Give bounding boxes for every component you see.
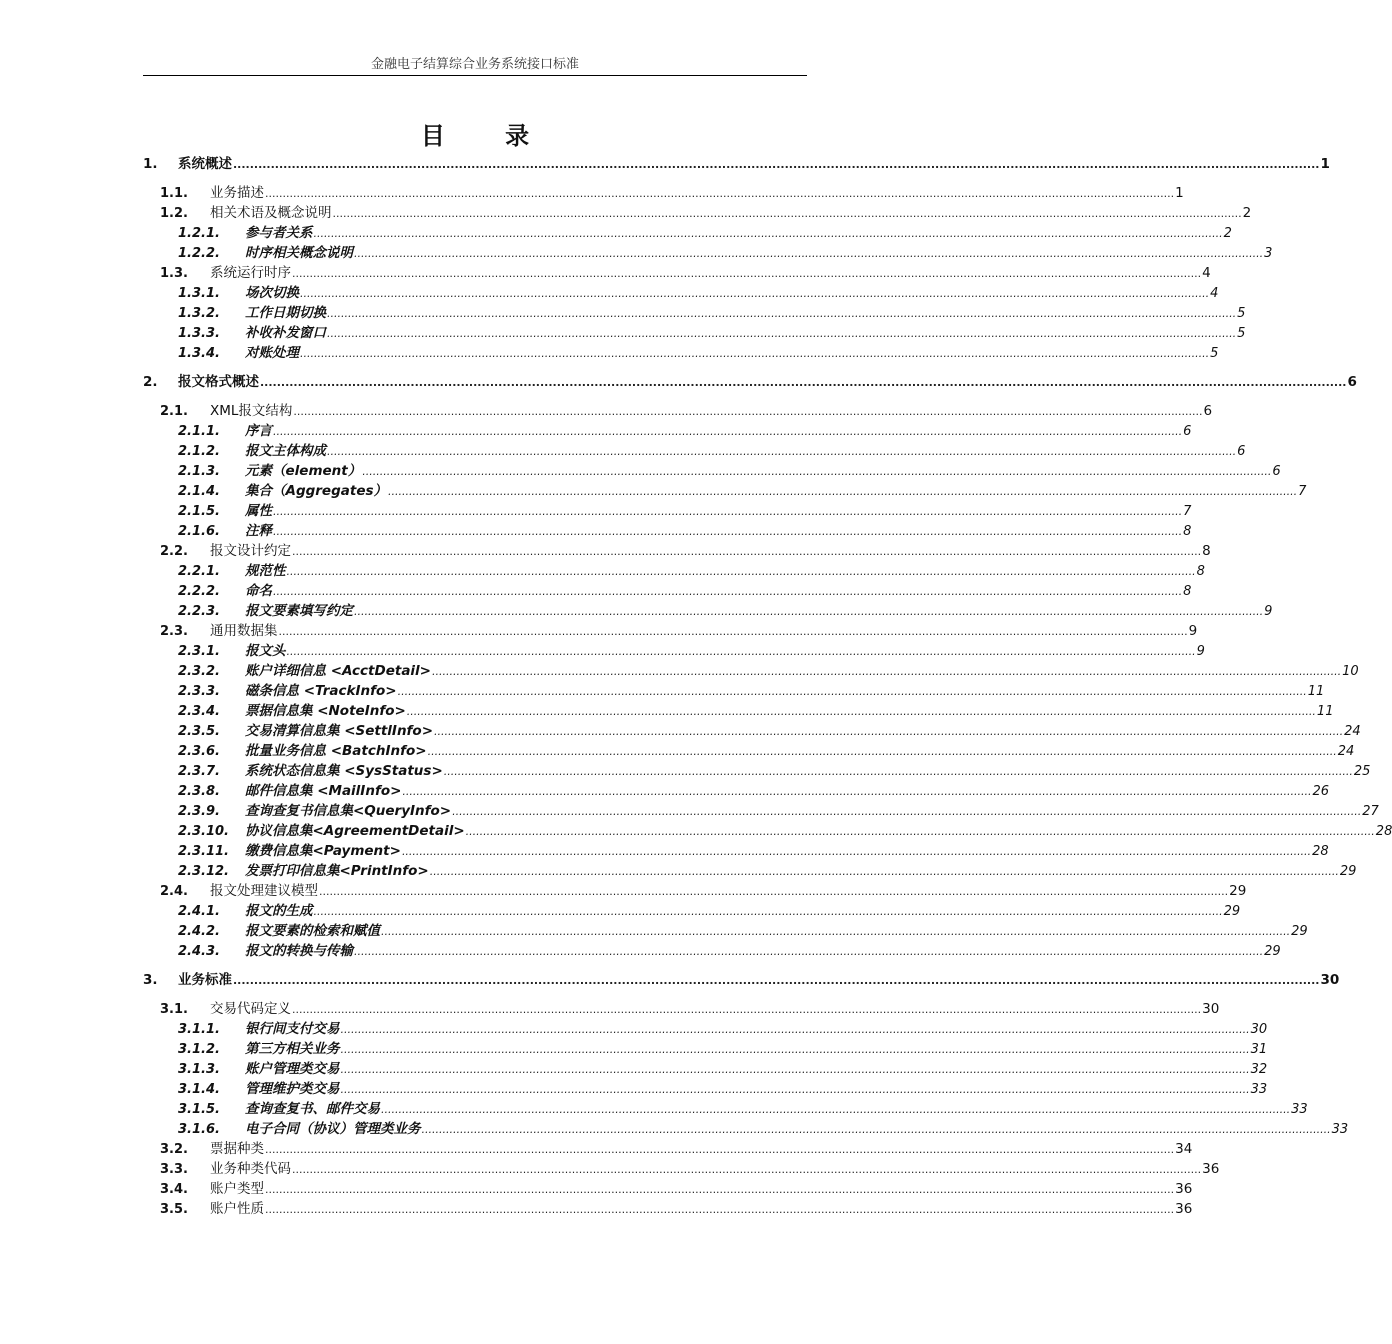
toc-entry-page: 8	[1196, 564, 1205, 579]
toc-dot-leader: ....................................................................................................................................................................................................................................................................	[265, 1183, 1175, 1196]
toc-entry-title: 报文头	[245, 643, 286, 659]
toc-entry-page: 2	[1242, 205, 1252, 221]
toc-entry[interactable]	[143, 1119, 1349, 1139]
toc-entry-number: 2.1.5.	[178, 504, 220, 519]
toc-entry-page: 24	[1344, 724, 1361, 739]
toc-entry-number: 1.3.3.	[178, 326, 220, 341]
toc-entry[interactable]	[143, 761, 1371, 781]
toc-entry[interactable]	[143, 721, 1361, 741]
toc-entry[interactable]	[143, 303, 1246, 323]
toc-entry[interactable]	[143, 821, 1392, 841]
toc-entry-title: 电子合同（协议）管理类业务	[245, 1121, 421, 1137]
toc-entry[interactable]	[143, 183, 1184, 203]
toc-entry-title: 管理维护类交易	[245, 1081, 340, 1097]
toc-entry[interactable]	[143, 1079, 1268, 1099]
toc-entry-page: 29	[1264, 944, 1281, 959]
toc-dot-leader: ....................................................................................................................................................................................................................................................................	[265, 1143, 1175, 1156]
toc-entry-title: 交易清算信息集 <SettlInfo>	[245, 723, 434, 739]
toc-dot-leader: ....................................................................................................................................................................................................................................................................	[313, 905, 1223, 918]
toc-entry-title: 补收补发窗口	[245, 325, 326, 341]
toc-entry-number: 2.1.	[160, 404, 188, 419]
toc-entry-number: 2.4.2.	[178, 924, 220, 939]
toc-entry-page: 33	[1250, 1082, 1268, 1097]
toc-entry[interactable]	[143, 1099, 1308, 1119]
toc-entry[interactable]	[143, 561, 1205, 581]
toc-entry-page: 6	[1203, 403, 1213, 419]
toc-entry-title: 集合（Aggregates）	[245, 483, 388, 499]
toc-entry[interactable]	[143, 881, 1247, 901]
toc-entry-title: 报文要素填写约定	[245, 603, 353, 619]
toc-entry[interactable]	[143, 601, 1273, 621]
toc-entry-title: 通用数据集	[210, 623, 278, 639]
toc-entry[interactable]	[143, 581, 1192, 601]
toc-entry[interactable]	[143, 641, 1205, 661]
toc-entry-number: 2.	[143, 374, 158, 390]
toc-entry-number: 3.1.	[160, 1002, 188, 1017]
toc-entry-title: 对账处理	[245, 345, 299, 361]
toc-dot-leader: ....................................................................................................................................................................................................................................................................	[340, 1023, 1250, 1036]
toc-entry-title: 批量业务信息 <BatchInfo>	[245, 743, 427, 759]
toc-entry-number: 2.3.	[160, 624, 188, 639]
toc-entry-number: 2.1.6.	[178, 524, 220, 539]
toc-entry-title: 业务描述	[210, 185, 264, 201]
toc-dot-leader: ....................................................................................................................................................................................................................................................................	[434, 725, 1344, 738]
toc-dot-leader: ....................................................................................................................................................................................................................................................................	[273, 585, 1183, 598]
toc-entry[interactable]	[143, 970, 1340, 990]
toc-entry[interactable]	[143, 343, 1219, 363]
toc-entry-title: 查询查复书信息集<QueryInfo>	[245, 803, 452, 819]
toc-entry-page: 31	[1250, 1042, 1268, 1057]
toc-entry-number: 2.4.1.	[178, 904, 220, 919]
toc-entry-title: 参与者关系	[245, 225, 313, 241]
toc-entry-page: 29	[1223, 904, 1241, 919]
toc-entry-number: 2.3.8.	[178, 784, 220, 799]
toc-entry[interactable]	[143, 372, 1357, 392]
toc-dot-leader: ....................................................................................................................................................................................................................................................................	[340, 1083, 1250, 1096]
toc-entry-title: 协议信息集<AgreementDetail>	[245, 823, 465, 839]
toc-entry-title: 账户性质	[210, 1201, 264, 1217]
toc-entry-number: 1.3.1.	[178, 286, 220, 301]
toc-entry-number: 1.3.	[160, 266, 188, 281]
toc-entry[interactable]	[143, 841, 1329, 861]
toc-entry-title: 报文的转换与传输	[245, 943, 353, 959]
toc-dot-leader: ....................................................................................................................................................................................................................................................................	[293, 405, 1203, 418]
toc-dot-leader: ....................................................................................................................................................................................................................................................................	[292, 267, 1202, 280]
toc-entry-page: 4	[1202, 265, 1211, 281]
toc-entry-page: 1	[1175, 185, 1184, 201]
toc-entry-page: 8	[1202, 543, 1211, 559]
toc-dot-leader: ....................................................................................................................................................................................................................................................................	[273, 525, 1183, 538]
toc-entry-title: 业务种类代码	[210, 1161, 291, 1177]
toc-entry-title: 交易代码定义	[210, 1001, 291, 1017]
toc-entry-page: 7	[1183, 504, 1192, 519]
toc-entry[interactable]	[143, 203, 1252, 223]
toc-entry-number: 2.3.12.	[178, 864, 229, 879]
toc-entry-number: 2.1.4.	[178, 484, 220, 499]
toc-entry-number: 2.2.	[160, 544, 188, 559]
toc-dot-leader: ....................................................................................................................................................................................................................................................................	[354, 605, 1264, 618]
toc-entry-number: 3.1.1.	[178, 1022, 220, 1037]
toc-entry[interactable]	[143, 541, 1211, 561]
toc-entry-number: 2.3.7.	[178, 764, 220, 779]
toc-entry-page: 30	[1202, 1001, 1220, 1017]
toc-entry-number: 3.4.	[160, 1182, 188, 1197]
toc-entry-page: 33	[1331, 1122, 1349, 1137]
toc-entry-number: 1.2.2.	[178, 246, 220, 261]
toc-entry-number: 3.	[143, 972, 158, 988]
toc-entry-page: 26	[1312, 784, 1330, 799]
toc-entry-title: 邮件信息集 <MailInfo>	[245, 783, 402, 799]
toc-dot-leader: ....................................................................................................................................................................................................................................................................	[402, 785, 1312, 798]
toc-entry-number: 1.2.	[160, 206, 188, 221]
toc-entry-title: 属性	[245, 503, 272, 519]
toc-dot-leader: ....................................................................................................................................................................................................................................................................	[340, 1043, 1250, 1056]
toc-entry[interactable]	[143, 223, 1232, 243]
toc-entry-page: 7	[1298, 484, 1307, 499]
toc-entry-page: 1	[1320, 156, 1330, 172]
toc-entry[interactable]	[143, 1019, 1268, 1039]
toc-title: 目 录	[420, 121, 556, 150]
toc-entry-title: 时序相关概念说明	[245, 245, 353, 261]
toc-entry-title: XML报文结构	[210, 403, 293, 419]
toc-entry-page: 32	[1250, 1062, 1268, 1077]
toc-entry-number: 3.5.	[160, 1202, 188, 1217]
toc-entry-number: 2.1.3.	[178, 464, 220, 479]
toc-dot-leader: ....................................................................................................................................................................................................................................................................	[292, 545, 1202, 558]
toc-dot-leader: ....................................................................................................................................................................................................................................................................	[397, 685, 1307, 698]
toc-entry-title: 账户管理类交易	[245, 1061, 340, 1077]
toc-entry-number: 2.3.9.	[178, 804, 220, 819]
toc-dot-leader: ....................................................................................................................................................................................................................................................................	[286, 565, 1196, 578]
toc-entry-page: 6	[1183, 424, 1192, 439]
toc-entry-title: 序言	[245, 423, 272, 439]
toc-entry-title: 报文要素的检索和赋值	[245, 923, 380, 939]
toc-entry-title: 报文主体构成	[245, 443, 326, 459]
toc-entry[interactable]	[143, 781, 1330, 801]
toc-entry[interactable]	[143, 501, 1192, 521]
toc-entry-number: 2.3.11.	[178, 844, 229, 859]
toc-entry-title: 账户类型	[210, 1181, 264, 1197]
toc-entry-number: 2.4.3.	[178, 944, 220, 959]
toc-entry[interactable]	[143, 741, 1355, 761]
toc-entry-title: 票据信息集 <NoteInfo>	[245, 703, 406, 719]
toc-entry-page: 11	[1316, 704, 1334, 719]
toc-entry-title: 第三方相关业务	[245, 1041, 340, 1057]
toc-entry[interactable]	[143, 1059, 1268, 1079]
toc-entry-page: 9	[1188, 623, 1198, 639]
toc-dot-leader: ....................................................................................................................................................................................................................................................................	[340, 1063, 1250, 1076]
toc-entry[interactable]	[143, 1039, 1268, 1059]
toc-entry-number: 1.3.2.	[178, 306, 220, 321]
toc-entry[interactable]	[143, 421, 1192, 441]
toc-entry-title: 规范性	[245, 563, 286, 579]
toc-entry-page: 4	[1210, 286, 1219, 301]
toc-entry-page: 6	[1237, 444, 1246, 459]
toc-entry-number: 2.3.5.	[178, 724, 220, 739]
toc-entry-number: 2.3.1.	[178, 644, 220, 659]
toc-entry-number: 2.3.10.	[178, 824, 229, 839]
toc-dot-leader: ....................................................................................................................................................................................................................................................................	[354, 247, 1264, 260]
toc-entry-page: 29	[1291, 924, 1308, 939]
toc-entry-number: 2.3.3.	[178, 684, 220, 699]
toc-dot-leader: ....................................................................................................................................................................................................................................................................	[313, 227, 1223, 240]
toc-entry[interactable]	[143, 1159, 1220, 1179]
toc-dot-leader: ....................................................................................................................................................................................................................................................................	[233, 974, 1320, 987]
toc-entry-number: 2.2.1.	[178, 564, 220, 579]
toc-entry-title: 系统概述	[178, 156, 232, 172]
toc-entry-number: 2.3.6.	[178, 744, 220, 759]
toc-dot-leader: ....................................................................................................................................................................................................................................................................	[432, 665, 1342, 678]
toc-entry[interactable]	[143, 283, 1219, 303]
toc-entry-page: 25	[1353, 764, 1371, 779]
toc-entry-page: 6	[1272, 464, 1281, 479]
toc-entry-title: 报文设计约定	[210, 543, 291, 559]
toc-entry-page: 9	[1196, 644, 1205, 659]
toc-dot-leader: ....................................................................................................................................................................................................................................................................	[300, 287, 1210, 300]
toc-entry-title: 业务标准	[178, 972, 232, 988]
toc-entry-number: 2.2.3.	[178, 604, 220, 619]
toc-entry-page: 36	[1175, 1201, 1193, 1217]
toc-entry-page: 8	[1183, 524, 1192, 539]
toc-entry-title: 报文格式概述	[178, 374, 259, 390]
toc-entry-number: 3.1.3.	[178, 1062, 220, 1077]
toc-entry[interactable]	[143, 921, 1308, 941]
toc-entry-page: 36	[1175, 1181, 1193, 1197]
toc-dot-leader: ....................................................................................................................................................................................................................................................................	[327, 307, 1237, 320]
toc-entry-number: 3.1.2.	[178, 1042, 220, 1057]
toc-dot-leader: ....................................................................................................................................................................................................................................................................	[260, 376, 1347, 389]
table-of-contents	[143, 154, 1392, 1219]
toc-dot-leader: ....................................................................................................................................................................................................................................................................	[388, 485, 1298, 498]
toc-dot-leader: ....................................................................................................................................................................................................................................................................	[273, 505, 1183, 518]
toc-entry-title: 系统状态信息集 <SysStatus>	[245, 763, 443, 779]
toc-entry-title: 场次切换	[245, 285, 299, 301]
toc-entry-number: 2.3.2.	[178, 664, 220, 679]
toc-dot-leader: ....................................................................................................................................................................................................................................................................	[332, 207, 1242, 220]
toc-entry-number: 3.1.6.	[178, 1122, 220, 1137]
toc-entry[interactable]	[143, 941, 1281, 961]
toc-entry-title: 缴费信息集<Payment>	[245, 843, 401, 859]
toc-entry[interactable]	[143, 701, 1334, 721]
toc-dot-leader: ....................................................................................................................................................................................................................................................................	[429, 865, 1339, 878]
toc-entry[interactable]	[143, 263, 1211, 283]
toc-entry[interactable]	[143, 461, 1281, 481]
toc-entry-number: 2.1.2.	[178, 444, 220, 459]
toc-entry-page: 36	[1202, 1161, 1220, 1177]
toc-entry-page: 10	[1342, 664, 1359, 679]
toc-entry-title: 账户详细信息 <AcctDetail>	[245, 663, 431, 679]
toc-entry-page: 24	[1337, 744, 1355, 759]
toc-entry-title: 注释	[245, 523, 272, 539]
toc-dot-leader: ....................................................................................................................................................................................................................................................................	[292, 1003, 1202, 1016]
toc-dot-leader: ....................................................................................................................................................................................................................................................................	[233, 158, 1320, 171]
toc-entry-number: 2.1.1.	[178, 424, 220, 439]
toc-entry-number: 3.3.	[160, 1162, 188, 1177]
toc-entry-page: 5	[1237, 326, 1246, 341]
toc-entry-page: 5	[1210, 346, 1219, 361]
toc-dot-leader: ....................................................................................................................................................................................................................................................................	[401, 845, 1312, 858]
toc-dot-leader: ....................................................................................................................................................................................................................................................................	[465, 825, 1375, 838]
toc-entry-number: 1.1.	[160, 186, 188, 201]
toc-dot-leader: ....................................................................................................................................................................................................................................................................	[406, 705, 1316, 718]
toc-entry-title: 票据种类	[210, 1141, 264, 1157]
toc-dot-leader: ....................................................................................................................................................................................................................................................................	[265, 1203, 1175, 1216]
toc-entry[interactable]	[143, 154, 1330, 174]
toc-entry-title: 磁条信息 <TrackInfo>	[245, 683, 397, 699]
toc-entry-number: 1.2.1.	[178, 226, 220, 241]
toc-dot-leader: ....................................................................................................................................................................................................................................................................	[327, 445, 1237, 458]
toc-entry-title: 银行间支付交易	[245, 1021, 340, 1037]
toc-entry-page: 6	[1347, 374, 1357, 390]
toc-entry-page: 33	[1291, 1102, 1308, 1117]
toc-dot-leader: ....................................................................................................................................................................................................................................................................	[286, 645, 1196, 658]
toc-entry-page: 28	[1375, 824, 1392, 839]
toc-dot-leader: ....................................................................................................................................................................................................................................................................	[300, 347, 1210, 360]
toc-entry-number: 3.2.	[160, 1142, 188, 1157]
toc-entry-title: 元素（element）	[245, 463, 362, 479]
toc-entry[interactable]	[143, 901, 1241, 921]
toc-entry-page: 34	[1175, 1141, 1193, 1157]
toc-dot-leader: ....................................................................................................................................................................................................................................................................	[265, 187, 1175, 200]
toc-entry[interactable]	[143, 621, 1198, 641]
toc-entry-number: 1.3.4.	[178, 346, 220, 361]
toc-entry[interactable]	[143, 999, 1220, 1019]
toc-entry-title: 查询查复书、邮件交易	[245, 1101, 380, 1117]
toc-entry[interactable]	[143, 243, 1273, 263]
toc-entry[interactable]	[143, 801, 1379, 821]
toc-entry-page: 30	[1250, 1022, 1268, 1037]
toc-dot-leader: ....................................................................................................................................................................................................................................................................	[427, 745, 1337, 758]
toc-entry[interactable]	[143, 323, 1246, 343]
toc-entry-page: 3	[1264, 246, 1273, 261]
toc-dot-leader: ....................................................................................................................................................................................................................................................................	[319, 885, 1229, 898]
toc-entry-title: 工作日期切换	[245, 305, 326, 321]
toc-dot-leader: ....................................................................................................................................................................................................................................................................	[381, 1103, 1291, 1116]
toc-entry-number: 1.	[143, 156, 158, 172]
toc-entry[interactable]	[143, 861, 1357, 881]
toc-entry-page: 5	[1237, 306, 1246, 321]
toc-entry-page: 28	[1312, 844, 1329, 859]
toc-dot-leader: ....................................................................................................................................................................................................................................................................	[278, 625, 1188, 638]
toc-entry-title: 命名	[245, 583, 272, 599]
toc-entry-page: 30	[1320, 972, 1340, 988]
toc-entry-number: 2.3.4.	[178, 704, 220, 719]
toc-entry-number: 2.2.2.	[178, 584, 220, 599]
toc-entry-page: 2	[1223, 226, 1232, 241]
toc-entry[interactable]	[143, 521, 1192, 541]
toc-entry-number: 3.1.5.	[178, 1102, 220, 1117]
toc-entry-page: 29	[1229, 883, 1247, 899]
toc-dot-leader: ....................................................................................................................................................................................................................................................................	[362, 465, 1272, 478]
toc-entry-page: 29	[1339, 864, 1357, 879]
toc-entry[interactable]	[143, 661, 1359, 681]
toc-dot-leader: ....................................................................................................................................................................................................................................................................	[443, 765, 1353, 778]
toc-dot-leader: ....................................................................................................................................................................................................................................................................	[421, 1123, 1331, 1136]
toc-entry-title: 系统运行时序	[210, 265, 291, 281]
toc-entry[interactable]	[143, 481, 1307, 501]
toc-entry[interactable]	[143, 1179, 1193, 1199]
toc-entry[interactable]	[143, 1199, 1193, 1219]
toc-entry-page: 8	[1183, 584, 1192, 599]
page-header: 金融电子结算综合业务系统接口标准	[143, 56, 807, 76]
toc-entry-page: 27	[1362, 804, 1379, 819]
toc-entry[interactable]	[143, 401, 1213, 421]
toc-entry-number: 2.4.	[160, 884, 188, 899]
toc-entry-page: 11	[1307, 684, 1325, 699]
toc-entry-title: 发票打印信息集<PrintInfo>	[245, 863, 429, 879]
toc-entry-title: 报文的生成	[245, 903, 313, 919]
toc-entry[interactable]	[143, 1139, 1193, 1159]
toc-dot-leader: ....................................................................................................................................................................................................................................................................	[452, 805, 1362, 818]
toc-dot-leader: ....................................................................................................................................................................................................................................................................	[381, 925, 1291, 938]
toc-entry-page: 9	[1264, 604, 1273, 619]
toc-entry[interactable]	[143, 681, 1325, 701]
toc-dot-leader: ....................................................................................................................................................................................................................................................................	[292, 1163, 1202, 1176]
toc-dot-leader: ....................................................................................................................................................................................................................................................................	[327, 327, 1237, 340]
toc-entry-title: 相关术语及概念说明	[210, 205, 332, 221]
toc-entry-number: 3.1.4.	[178, 1082, 220, 1097]
toc-entry-title: 报文处理建议模型	[210, 883, 318, 899]
toc-dot-leader: ....................................................................................................................................................................................................................................................................	[354, 945, 1264, 958]
toc-entry[interactable]	[143, 441, 1246, 461]
toc-dot-leader: ....................................................................................................................................................................................................................................................................	[273, 425, 1183, 438]
